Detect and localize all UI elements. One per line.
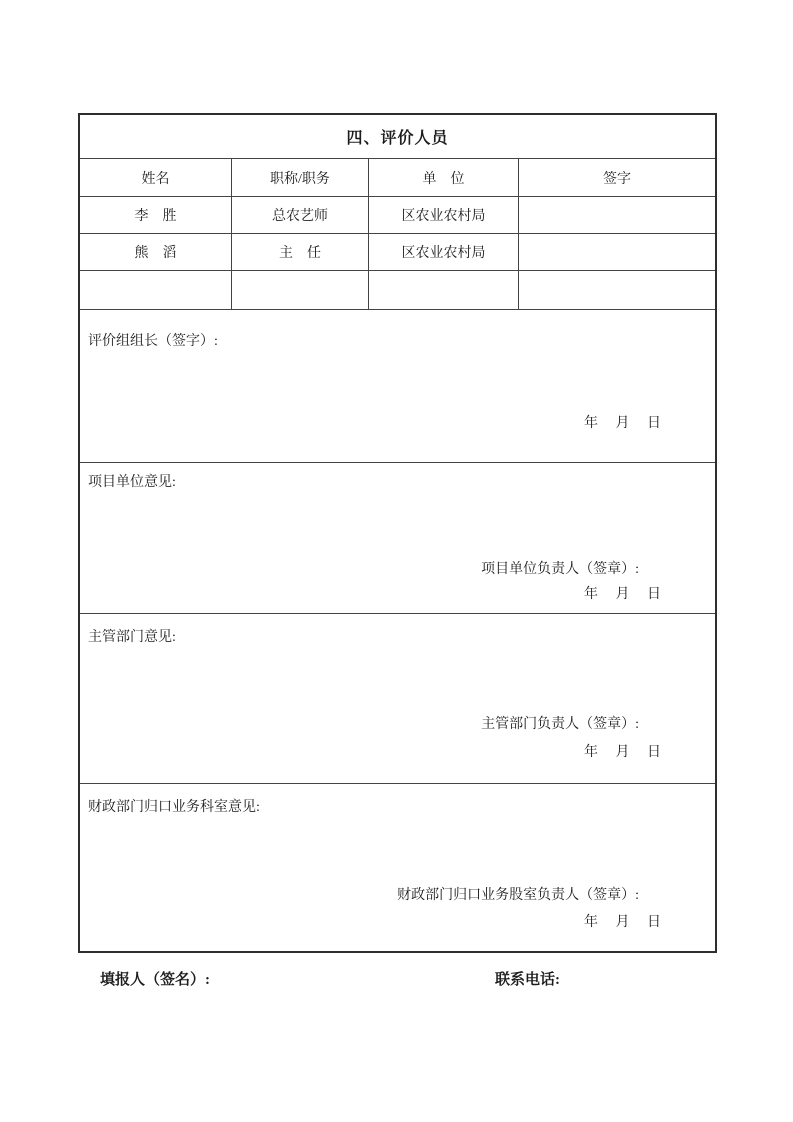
table-title: 四、评价人员 xyxy=(80,115,715,159)
cell-unit xyxy=(369,271,519,310)
date-line: 年 月 日 xyxy=(584,416,661,431)
cell-unit: 区农业农村局 xyxy=(369,197,519,234)
sign-line: 主管部门负责人（签章）: xyxy=(481,717,639,732)
cell-position xyxy=(232,271,369,310)
cell-position: 总农艺师 xyxy=(232,197,369,234)
header-signature: 签字 xyxy=(519,159,715,197)
section-finance-department-opinion xyxy=(80,783,715,951)
table-row xyxy=(80,234,715,271)
section-label: 项目单位意见: xyxy=(88,475,176,490)
header-unit: 单 位 xyxy=(369,159,519,197)
section-evaluation-leader xyxy=(80,310,715,462)
cell-name: 熊 滔 xyxy=(80,234,232,271)
filler-signature-label: 填报人（签名）: xyxy=(100,972,210,988)
date-line: 年 月 日 xyxy=(584,745,661,760)
evaluation-table xyxy=(78,113,717,953)
date-line: 年 月 日 xyxy=(584,915,661,930)
table-row xyxy=(80,197,715,234)
contact-phone-label: 联系电话: xyxy=(495,972,560,988)
sign-line: 项目单位负责人（签章）: xyxy=(481,562,639,577)
header-position: 职称/职务 xyxy=(232,159,369,197)
date-line: 年 月 日 xyxy=(584,587,661,602)
section-project-unit-opinion xyxy=(80,462,715,613)
section-label: 主管部门意见: xyxy=(88,630,176,645)
cell-signature xyxy=(519,234,715,271)
cell-signature xyxy=(519,197,715,234)
cell-unit: 区农业农村局 xyxy=(369,234,519,271)
cell-name xyxy=(80,271,232,310)
section-label: 评价组组长（签字）: xyxy=(88,334,218,349)
cell-signature xyxy=(519,271,715,310)
cell-name: 李 胜 xyxy=(80,197,232,234)
cell-position: 主 任 xyxy=(232,234,369,271)
sign-line: 财政部门归口业务股室负责人（签章）: xyxy=(397,888,639,903)
table-row xyxy=(80,271,715,310)
table-header-row xyxy=(80,159,715,197)
header-name: 姓名 xyxy=(80,159,232,197)
section-label: 财政部门归口业务科室意见: xyxy=(88,800,260,815)
section-supervising-department-opinion xyxy=(80,613,715,783)
